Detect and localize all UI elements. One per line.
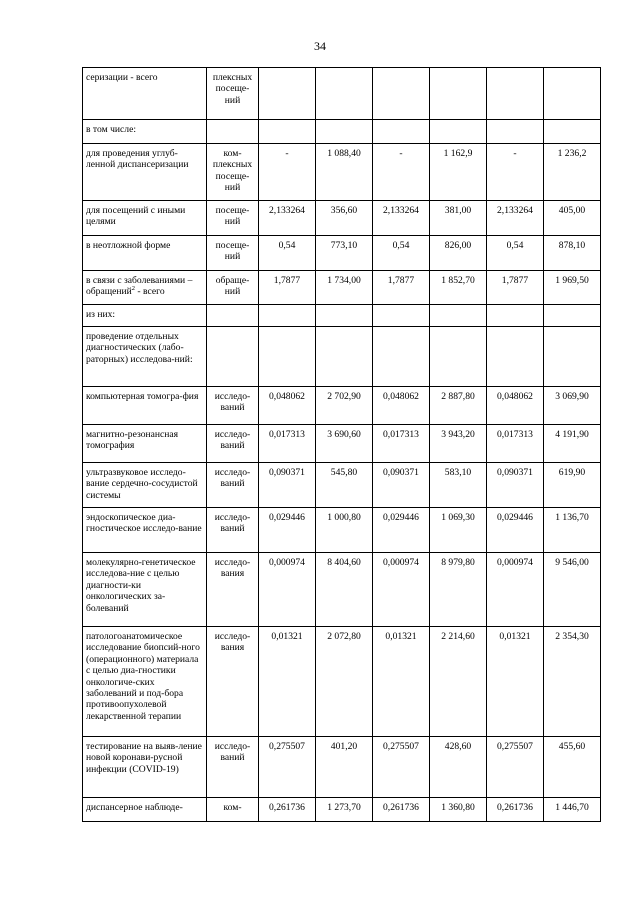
norm-value-cell: 1,7877 — [487, 271, 544, 305]
norm-value-cell — [259, 68, 316, 120]
norm-value-cell: - — [373, 144, 430, 201]
cost-value-cell: 9 546,00 — [544, 553, 601, 627]
row-name-suffix: - всего — [135, 286, 165, 298]
norm-value-cell: 0,261736 — [373, 798, 430, 822]
table-row — [83, 305, 601, 327]
row-name: для проведения углуб-ленной диспансеризации — [86, 148, 189, 171]
row-name-cell — [83, 425, 207, 463]
cost-value-cell: 1 162,9 — [430, 144, 487, 201]
norm-value-cell: 0,000974 — [487, 553, 544, 627]
unit-cell: исследо-ваний — [207, 425, 259, 463]
unit-cell: посеще-ний — [207, 201, 259, 236]
norm-value-cell: 0,261736 — [487, 798, 544, 822]
norm-value-cell: 1,7877 — [373, 271, 430, 305]
cost-value-cell: 2 072,80 — [316, 627, 373, 737]
cost-value-cell: 1 000,80 — [316, 508, 373, 553]
unit-cell: плексных посеще-ний — [207, 68, 259, 120]
row-name: для посещений с иными целями — [86, 205, 186, 228]
cost-value-cell: 2 887,80 — [430, 387, 487, 425]
cost-value-cell: 1 734,00 — [316, 271, 373, 305]
norm-value-cell: 0,261736 — [259, 798, 316, 822]
row-name: патологоанатомическое исследование биопсий-ного (операционного) материала с целью диа-гностики онкологиче-ских заболеваний и под-бора противоопухолевой лекарственной терапии — [86, 631, 200, 722]
norm-value-cell: 1,7877 — [259, 271, 316, 305]
table-row — [83, 201, 601, 236]
row-name-cell — [83, 271, 207, 305]
row-name: тестирование на выяв-ление новой коронави-русной инфекции (COVID-19) — [86, 741, 202, 775]
table-row — [83, 508, 601, 553]
table-row — [83, 553, 601, 627]
norm-value-cell — [487, 68, 544, 120]
row-name-cell — [83, 627, 207, 737]
norm-value-cell: 2,133264 — [373, 201, 430, 236]
unit-cell: ком- — [207, 798, 259, 822]
norm-value-cell: 0,000974 — [259, 553, 316, 627]
table-row — [83, 425, 601, 463]
norm-value-cell: - — [259, 144, 316, 201]
cost-value-cell: 3 069,90 — [544, 387, 601, 425]
cost-value-cell — [316, 120, 373, 144]
norm-value-cell: 2,133264 — [259, 201, 316, 236]
row-name-cell — [83, 144, 207, 201]
cost-value-cell: 405,00 — [544, 201, 601, 236]
row-name: молекулярно-генетическое исследова-ние с целью диагности-ки онкологических за-болеваний — [86, 557, 196, 614]
cost-value-cell: 455,60 — [544, 737, 601, 798]
cost-value-cell: 3 943,20 — [430, 425, 487, 463]
cost-value-cell: 381,00 — [430, 201, 487, 236]
table-row — [83, 236, 601, 271]
row-name-cell — [83, 68, 207, 120]
row-name-cell — [83, 327, 207, 387]
unit-cell — [207, 327, 259, 387]
norm-value-cell: 0,090371 — [487, 463, 544, 508]
norm-value-cell: 0,090371 — [259, 463, 316, 508]
norm-value-cell: 0,01321 — [373, 627, 430, 737]
norm-value-cell: 2,133264 — [487, 201, 544, 236]
row-name-cell — [83, 553, 207, 627]
cost-value-cell: 428,60 — [430, 737, 487, 798]
row-name: в связи с заболеваниями – обращений — [86, 275, 193, 298]
norm-value-cell — [259, 327, 316, 387]
norm-value-cell: 0,048062 — [373, 387, 430, 425]
cost-value-cell: 545,80 — [316, 463, 373, 508]
unit-cell: обраще-ний — [207, 271, 259, 305]
row-name: магнитно-резонансная томография — [86, 429, 179, 452]
row-name: компьютерная томогра-фия — [86, 391, 199, 402]
norm-value-cell — [373, 120, 430, 144]
cost-value-cell — [430, 120, 487, 144]
unit-cell — [207, 120, 259, 144]
row-name: эндоскопическое диа-гностическое исследо-вание — [86, 512, 202, 535]
unit-cell: исследо-ваний — [207, 508, 259, 553]
norm-value-cell — [373, 305, 430, 327]
row-name: ультразвуковое исследо-вание сердечно-сосудистой системы — [86, 467, 198, 501]
table-row — [83, 120, 601, 144]
table-row — [83, 327, 601, 387]
cost-value-cell — [544, 68, 601, 120]
cost-value-cell: 1 360,80 — [430, 798, 487, 822]
norm-value-cell: 0,090371 — [373, 463, 430, 508]
unit-cell: ком-плексных посеще-ний — [207, 144, 259, 201]
cost-value-cell: 8 404,60 — [316, 553, 373, 627]
cost-value-cell — [544, 305, 601, 327]
norm-value-cell: 0,54 — [487, 236, 544, 271]
norm-value-cell: - — [487, 144, 544, 201]
norm-value-cell — [373, 327, 430, 387]
row-name-cell — [83, 737, 207, 798]
norm-value-cell: 0,54 — [373, 236, 430, 271]
row-name: в том числе: — [86, 124, 137, 135]
norm-value-cell: 0,029446 — [487, 508, 544, 553]
norm-value-cell: 0,54 — [259, 236, 316, 271]
table-row — [83, 798, 601, 822]
unit-cell: исследо-ваний — [207, 463, 259, 508]
cost-value-cell: 1 969,50 — [544, 271, 601, 305]
unit-cell — [207, 305, 259, 327]
norm-value-cell — [373, 68, 430, 120]
cost-value-cell: 2 354,30 — [544, 627, 601, 737]
cost-value-cell: 8 979,80 — [430, 553, 487, 627]
table-row — [83, 463, 601, 508]
cost-value-cell: 583,10 — [430, 463, 487, 508]
norm-value-cell — [487, 120, 544, 144]
table-row — [83, 737, 601, 798]
norm-value-cell: 0,275507 — [487, 737, 544, 798]
row-name-cell — [83, 798, 207, 822]
cost-value-cell — [544, 327, 601, 387]
cost-value-cell: 356,60 — [316, 201, 373, 236]
table-row — [83, 627, 601, 737]
page-number: 34 — [314, 39, 326, 53]
cost-value-cell: 773,10 — [316, 236, 373, 271]
unit-cell: исследо-вания — [207, 627, 259, 737]
row-name: проведение отдельных диагностических (лабо-раторных) исследова-ний: — [86, 331, 193, 365]
row-name-cell — [83, 463, 207, 508]
cost-value-cell — [544, 120, 601, 144]
cost-value-cell: 2 702,90 — [316, 387, 373, 425]
cost-value-cell — [316, 327, 373, 387]
row-name: в неотложной форме — [86, 240, 171, 251]
row-name: серизации - всего — [86, 72, 158, 83]
norm-value-cell: 0,017313 — [373, 425, 430, 463]
cost-value-cell — [430, 68, 487, 120]
cost-value-cell: 1 236,2 — [544, 144, 601, 201]
row-name-cell — [83, 120, 207, 144]
cost-value-cell — [430, 327, 487, 387]
norm-value-cell — [487, 305, 544, 327]
tariff-table — [82, 67, 601, 822]
norm-value-cell: 0,048062 — [487, 387, 544, 425]
cost-value-cell: 1 852,70 — [430, 271, 487, 305]
table-row — [83, 387, 601, 425]
cost-value-cell: 619,90 — [544, 463, 601, 508]
norm-value-cell: 0,029446 — [373, 508, 430, 553]
unit-cell: исследо-ваний — [207, 737, 259, 798]
norm-value-cell: 0,275507 — [373, 737, 430, 798]
cost-value-cell: 3 690,60 — [316, 425, 373, 463]
row-name: диспансерное наблюде- — [86, 802, 183, 813]
cost-value-cell: 1 446,70 — [544, 798, 601, 822]
cost-value-cell: 2 214,60 — [430, 627, 487, 737]
cost-value-cell: 878,10 — [544, 236, 601, 271]
row-name-cell — [83, 508, 207, 553]
norm-value-cell: 0,048062 — [259, 387, 316, 425]
cost-value-cell: 1 136,70 — [544, 508, 601, 553]
cost-value-cell: 1 273,70 — [316, 798, 373, 822]
row-name-cell — [83, 236, 207, 271]
cost-value-cell: 4 191,90 — [544, 425, 601, 463]
cost-value-cell — [316, 305, 373, 327]
unit-cell: посеще-ний — [207, 236, 259, 271]
cost-value-cell: 1 088,40 — [316, 144, 373, 201]
norm-value-cell: 0,000974 — [373, 553, 430, 627]
cost-value-cell: 401,20 — [316, 737, 373, 798]
norm-value-cell: 0,275507 — [259, 737, 316, 798]
norm-value-cell — [487, 327, 544, 387]
norm-value-cell — [259, 305, 316, 327]
cost-value-cell — [430, 305, 487, 327]
table-row — [83, 271, 601, 305]
row-name-cell — [83, 305, 207, 327]
cost-value-cell: 1 069,30 — [430, 508, 487, 553]
row-name: из них: — [86, 309, 116, 320]
cost-value-cell: 826,00 — [430, 236, 487, 271]
unit-cell: исследо-ваний — [207, 387, 259, 425]
row-name-cell — [83, 201, 207, 236]
table-row — [83, 144, 601, 201]
norm-value-cell: 0,01321 — [259, 627, 316, 737]
norm-value-cell: 0,017313 — [259, 425, 316, 463]
cost-value-cell — [316, 68, 373, 120]
norm-value-cell: 0,01321 — [487, 627, 544, 737]
norm-value-cell: 0,017313 — [487, 425, 544, 463]
norm-value-cell: 0,029446 — [259, 508, 316, 553]
unit-cell: исследо-вания — [207, 553, 259, 627]
table-row — [83, 68, 601, 120]
footnote-mark: 2 — [131, 285, 136, 293]
row-name-cell — [83, 387, 207, 425]
norm-value-cell — [259, 120, 316, 144]
